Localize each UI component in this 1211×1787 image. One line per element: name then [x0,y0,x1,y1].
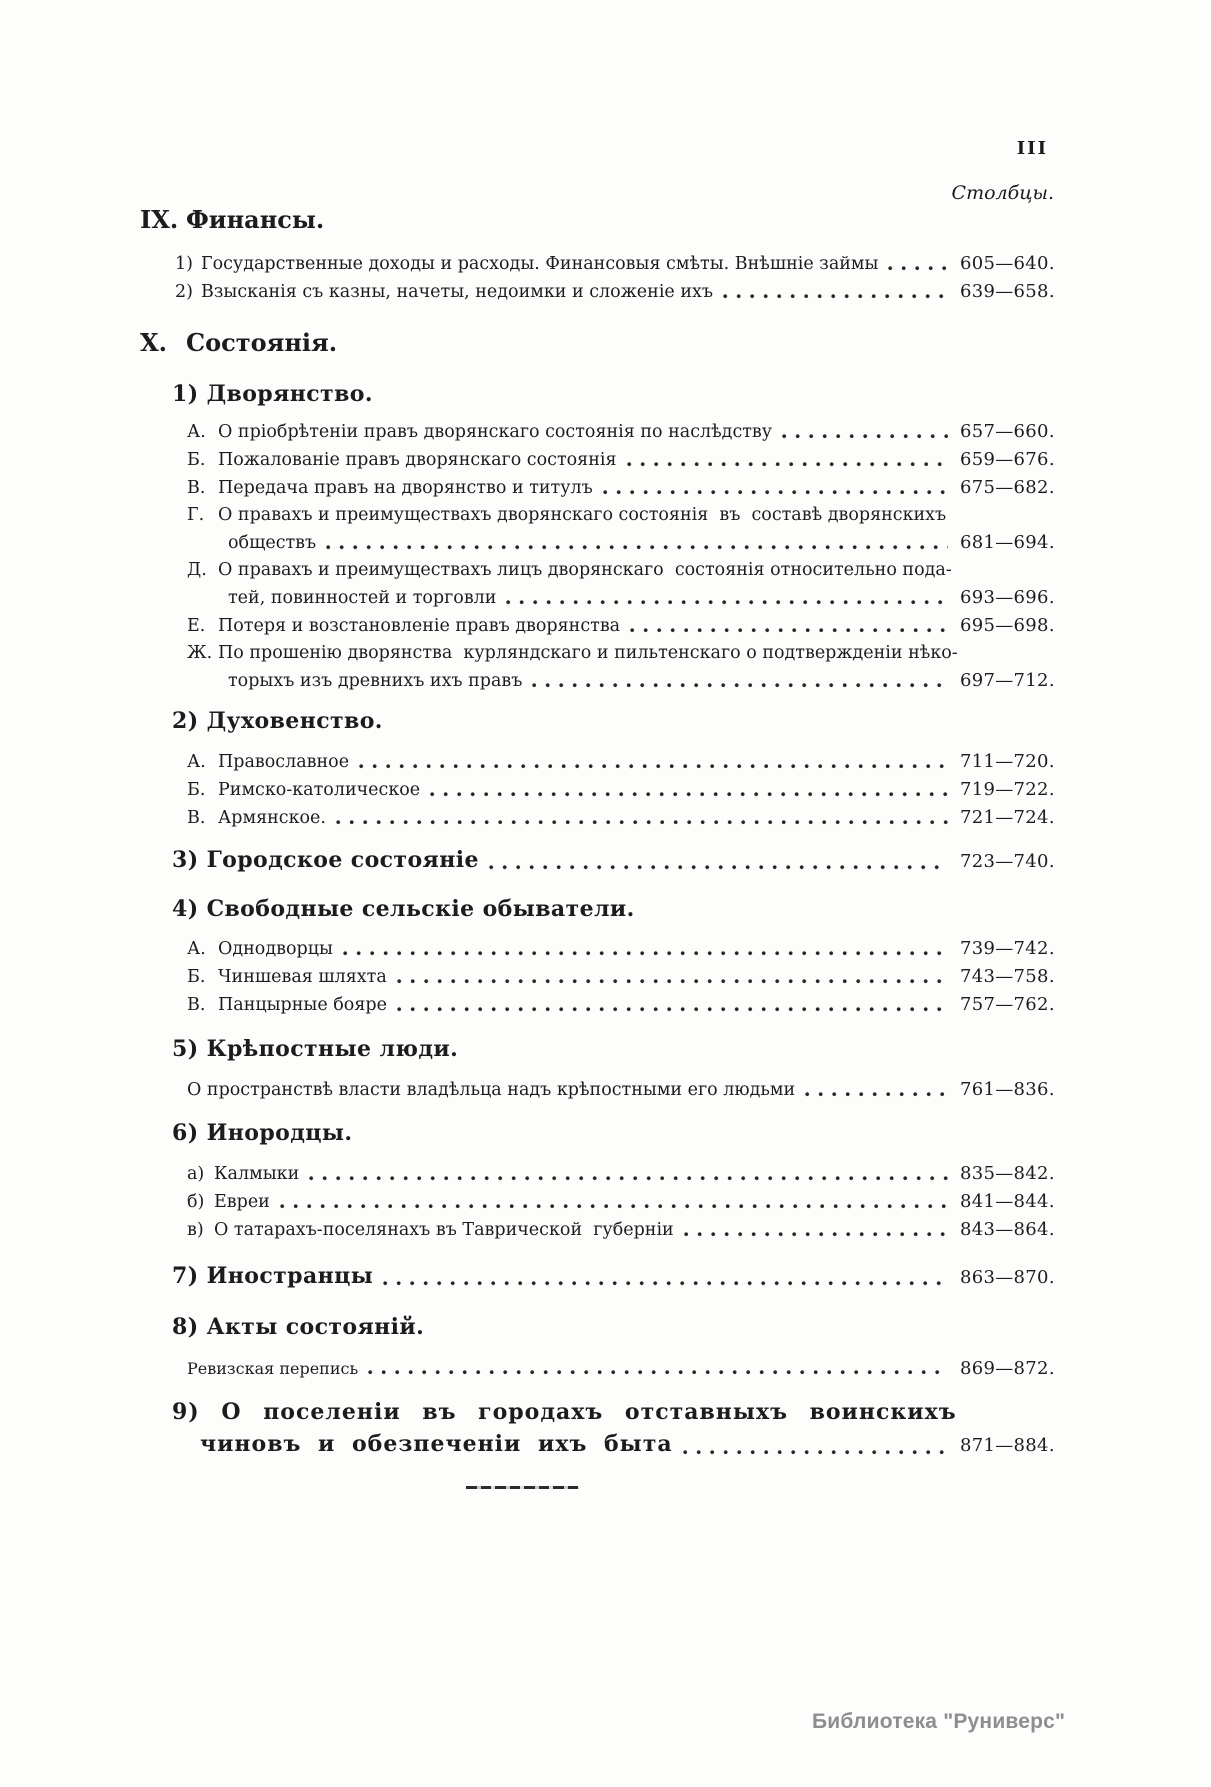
subsection-heading: 9) О поселеніи въ городахъ отставныхъ воинскихъ [172,1399,957,1425]
columns-header: Столбцы. [951,182,1054,204]
dot-leader [359,764,948,769]
entry-label: В. [187,995,206,1015]
entry-text: О правахъ и преимуществахъ лицъ дворянскаго состоянія относительно пода- [218,560,952,580]
toc-entry [187,640,1055,695]
dot-leader [368,1370,948,1375]
toc-entry [187,446,1055,474]
entry-text: Чиншевая шляхта [218,967,387,987]
dot-leader [532,683,948,688]
toc-subsection [140,894,1055,1019]
toc-entry [187,418,1055,446]
toc-entry [187,557,1055,612]
entry-pages: 657—660. [960,421,1055,442]
toc-entry-line [187,1355,1055,1382]
toc-subsection [140,1034,1055,1104]
entry-pages: 841—844. [960,1191,1055,1212]
subsection-heading: 4) Свободные сельскіе обыватели. [172,896,635,922]
entry-pages: 871—884. [960,1435,1055,1456]
toc-entry-line [187,529,1055,557]
entry-text: Калмыки [214,1164,300,1184]
entry-pages: 723—740. [960,851,1055,872]
subsection-heading: 3) Городское состояніе [172,847,479,873]
toc-entry [187,804,1055,832]
dot-leader [627,462,948,467]
toc-entry [187,1160,1055,1188]
toc-entry [187,963,1055,991]
entry-pages: 681—694. [960,532,1055,553]
subsection-heading-row [200,1428,1055,1462]
toc-entry-line [187,446,1055,474]
toc-entry [187,991,1055,1019]
toc-entry-line [187,804,1055,832]
toc-entry [187,776,1055,804]
entry-label: 2) [175,282,193,302]
subsection-heading: 6) Инородцы. [172,1120,353,1146]
subsection-items [187,935,1055,1019]
dot-leader [782,434,948,439]
toc-entry-line [187,418,1055,446]
toc-subsection [140,845,1055,877]
subsection-items [187,748,1055,832]
entry-pages: 605—640. [960,253,1055,274]
dot-leader [280,1204,948,1209]
toc-entry [187,1188,1055,1216]
toc-entry-line [187,991,1055,1019]
entry-label: в) [187,1220,204,1240]
dot-leader [630,628,948,633]
entry-label: А. [187,752,206,772]
subsection-heading-continuation: чиновъ и обезпеченіи ихъ быта [200,1431,673,1457]
dot-leader [888,266,948,271]
page-number: III [1016,138,1048,159]
entry-pages: 757—762. [960,994,1055,1015]
dot-leader [603,490,948,495]
entry-text: тей, повинностей и торговли [228,588,497,608]
subsection-heading: 1) Дворянство. [172,381,373,407]
toc-entry-line [187,502,1048,529]
entry-text: По прошенію дворянства курляндскаго и пильтенскаго о подтвержденіи нѣко- [218,643,958,663]
toc-subsection [140,1312,1055,1382]
toc-entry [175,250,1055,278]
entry-text: Передача правъ на дворянство и титулъ [218,478,593,498]
dot-leader [506,600,948,605]
toc-entry [187,1216,1055,1244]
entry-pages: 693—696. [960,587,1055,608]
toc-entry [187,935,1055,963]
toc-entry-line [187,1076,1055,1104]
dot-leader [336,820,948,825]
toc-entry-line [187,667,1055,695]
toc-subsection [140,379,1055,695]
toc-subsection [140,1118,1055,1244]
entry-label: Е. [187,616,206,636]
entry-pages: 721—724. [960,807,1055,828]
dot-leader [383,1281,948,1286]
toc-entry-line [187,776,1055,804]
section-divider [466,1486,579,1489]
entry-text: Пожалованіе правъ дворянскаго состоянія [218,450,617,470]
entry-pages: 743—758. [960,966,1055,987]
toc-entry-line [187,640,1048,667]
entry-label: 1) [175,254,193,274]
toc-entry [187,474,1055,502]
section-title: Финансы. [186,205,325,234]
section-numeral: IX. [140,205,179,234]
entry-text: О пріобрѣтеніи правъ дворянскаго состоянія по наслѣдству [218,422,773,442]
section-items [175,250,1055,306]
toc-entry-line [187,474,1055,502]
subsection-heading: 2) Духовенство. [172,708,383,734]
dot-leader [309,1176,948,1181]
toc-entry-line [187,963,1055,991]
entry-label: А. [187,422,206,442]
library-watermark: Библиотека "Руниверс" [812,1710,1066,1733]
subsection-heading-row [172,845,1055,877]
entry-label: Г. [187,505,205,525]
entry-text: Евреи [214,1192,270,1212]
toc-subsection [140,1261,1055,1293]
entry-label: А. [187,939,206,959]
entry-label: а) [187,1164,205,1184]
toc-entry [175,278,1055,306]
section-heading [140,328,1048,358]
dot-leader [397,979,948,984]
entry-pages: 869—872. [960,1358,1055,1379]
entry-pages: 761—836. [960,1079,1055,1100]
entry-text: Ревизская перепись [187,1359,359,1378]
entry-label: Д. [187,560,207,580]
toc-entry [187,1355,1055,1382]
entry-label: Б. [187,450,206,470]
subsection-heading: 5) Крѣпостные люди. [172,1036,459,1062]
subsection-heading-row [172,1261,1055,1293]
entry-label: Ж. [187,643,213,663]
toc-entry-line [187,584,1055,612]
entry-pages: 711—720. [960,751,1055,772]
toc [140,0,1055,1462]
toc-entry [187,748,1055,776]
entry-pages: 695—698. [960,615,1055,636]
dot-leader [805,1092,948,1097]
entry-label: В. [187,808,206,828]
toc-entry-line [187,1188,1055,1216]
toc-entry [187,612,1055,640]
toc-subsection [140,1396,1055,1462]
entry-pages: 835—842. [960,1163,1055,1184]
toc-entry [187,502,1055,557]
entry-pages: 843—864. [960,1219,1055,1240]
subsection-items [187,1160,1055,1244]
entry-text: О пространствѣ власти владѣльца надъ крѣпостными его людьми [187,1080,796,1100]
entry-label: Б. [187,780,206,800]
dot-leader [684,1232,948,1237]
entry-pages: 719—722. [960,779,1055,800]
entry-text: Однодворцы [218,939,333,959]
dot-leader [397,1007,948,1012]
entry-text: Армянское. [218,808,326,828]
entry-text: торыхъ изъ древнихъ ихъ правъ [228,671,523,691]
section-numeral: X. [140,328,167,357]
subsection-items [187,418,1055,695]
dot-leader [343,951,948,956]
toc-entry-line [175,278,1055,306]
entry-label: б) [187,1192,205,1212]
entry-label: Б. [187,967,206,987]
entry-text: О правахъ и преимуществахъ дворянскаго состоянія въ составѣ дворянскихъ [218,505,947,525]
dot-leader [430,792,948,797]
entry-text: О татарахъ-поселянахъ въ Таврической губерніи [214,1220,674,1240]
subsection-items [187,1355,1055,1382]
toc-entry-line [175,250,1055,278]
entry-pages: 639—658. [960,281,1055,302]
subsection-items [187,1076,1055,1104]
entry-label: В. [187,478,206,498]
entry-text: обществъ [228,533,317,553]
entry-text: Панцырные бояре [218,995,387,1015]
entry-pages: 697—712. [960,670,1055,691]
toc-entry-line [187,748,1055,776]
subsection-heading: 8) Акты состояній. [172,1314,425,1340]
entry-text: Римско-католическое [218,780,421,800]
entry-pages: 863—870. [960,1267,1055,1288]
dot-leader [489,865,948,870]
toc-subsection [140,706,1055,832]
toc-entry-line [187,612,1055,640]
section-title: Состоянія. [186,328,338,357]
entry-pages: 675—682. [960,477,1055,498]
subsection-heading: 7) Иностранцы [172,1263,374,1289]
toc-entry [187,1076,1055,1104]
entry-text: Православное [218,752,350,772]
section-heading [140,205,1048,235]
entry-pages: 659—676. [960,449,1055,470]
toc-entry-line [187,1160,1055,1188]
entry-text: Государственные доходы и расходы. Финансовыя смѣты. Внѣшніе займы [201,254,879,274]
dot-leader [326,545,948,550]
toc-entry-line [187,557,1048,584]
entry-pages: 739—742. [960,938,1055,959]
dot-leader [723,294,948,299]
entry-text: Потеря и возстановленіе правъ дворянства [218,616,621,636]
dot-leader [683,1450,948,1455]
toc-entry-line [187,935,1055,963]
toc-entry-line [187,1216,1055,1244]
entry-text: Взысканія съ казны, начеты, недоимки и сложеніе ихъ [201,282,714,302]
